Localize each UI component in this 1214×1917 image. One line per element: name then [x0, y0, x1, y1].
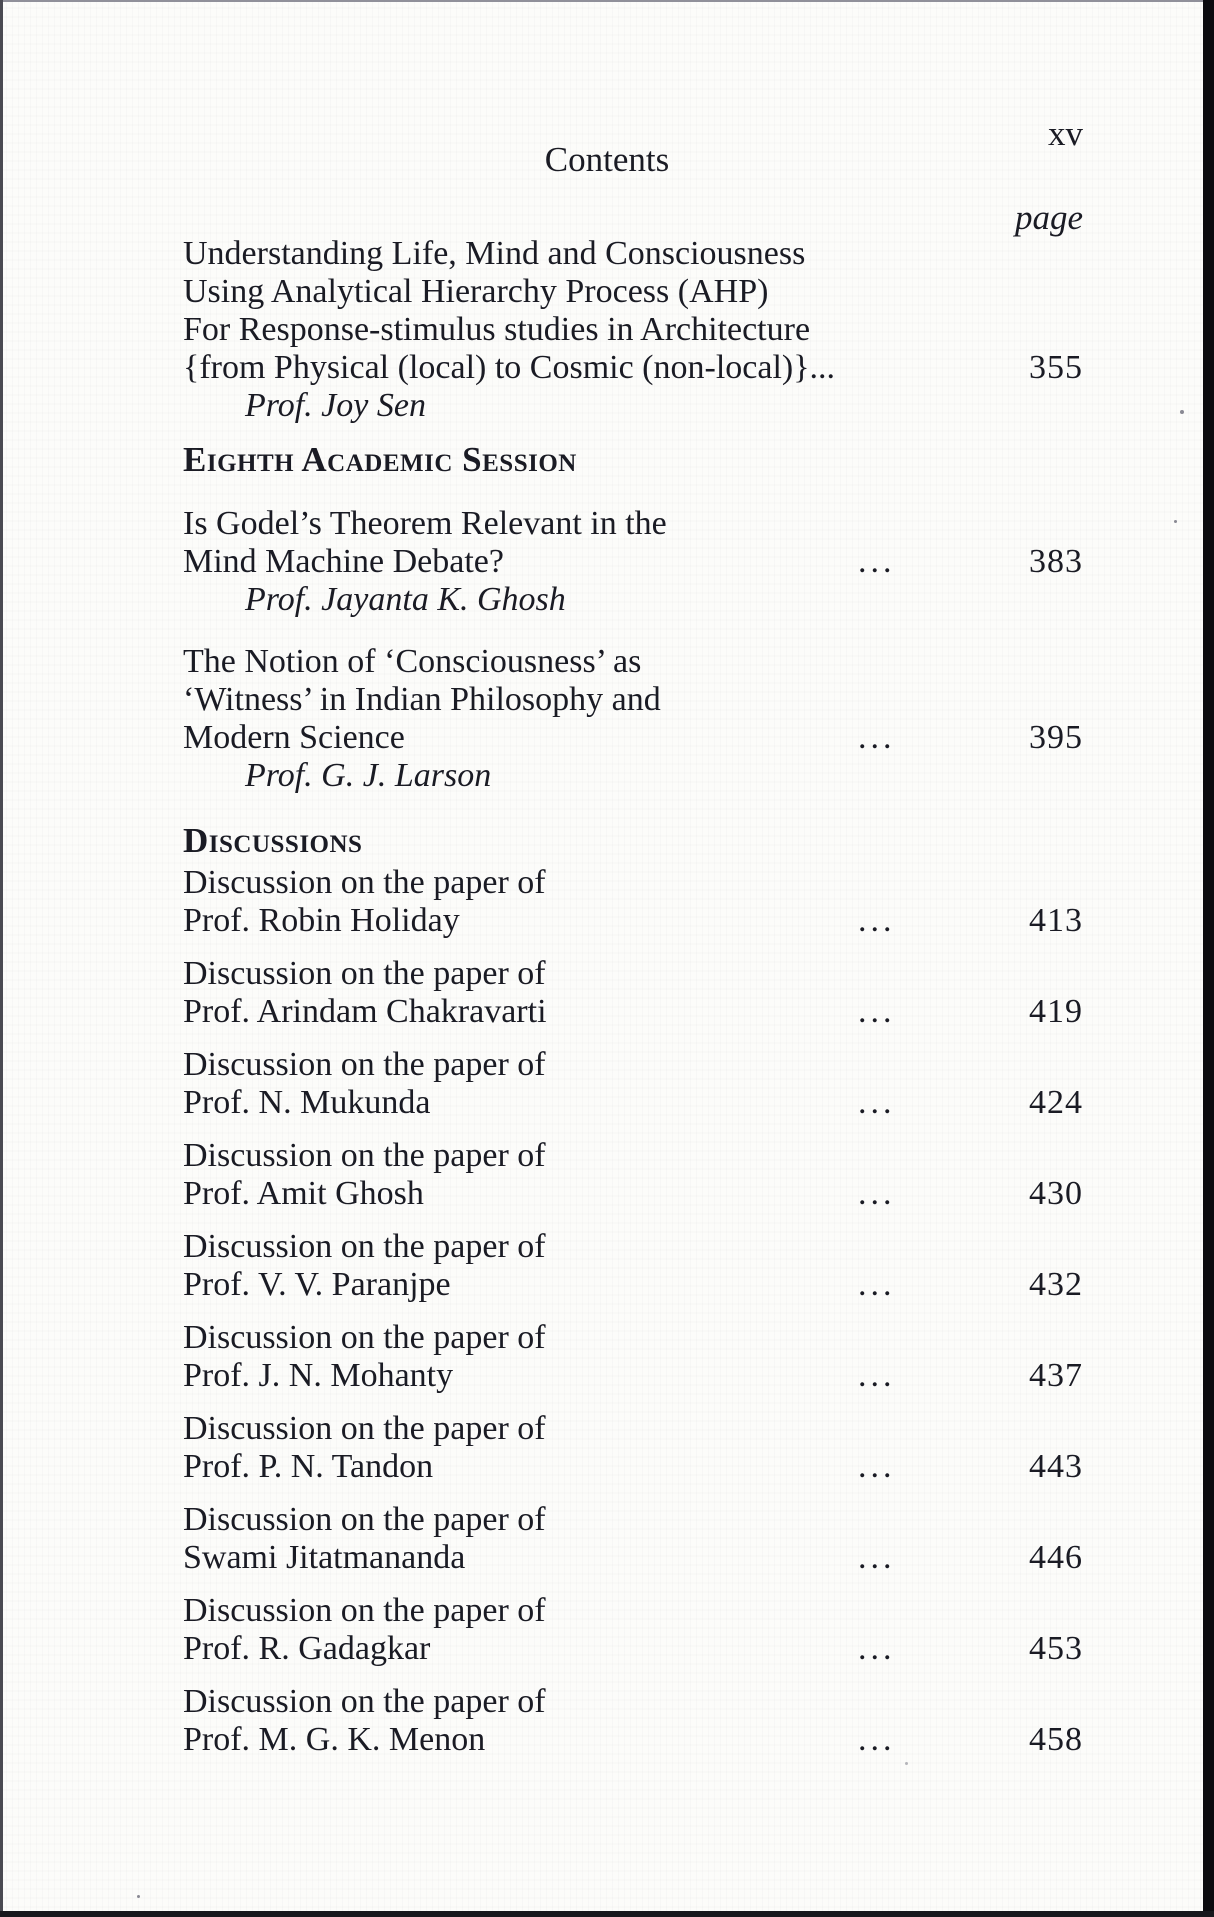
entry-page-row: [183, 993, 1083, 1031]
entry-title-line: Swami Jitatmananda: [183, 1539, 466, 1576]
page-number: 424: [1029, 1084, 1083, 1121]
entry-page-row: [183, 1357, 1083, 1395]
toc-entry: [183, 1410, 1083, 1486]
scan-border-bottom: [0, 1911, 1214, 1917]
entry-title-line: Prof. N. Mukunda: [183, 1084, 431, 1121]
dot-leader: ...: [858, 1539, 896, 1576]
dot-leader: ...: [858, 719, 896, 756]
entry-title-line: Prof. V. V. Paranjpe: [183, 1266, 451, 1303]
dot-leader: ...: [858, 1266, 896, 1303]
table-of-contents: [183, 235, 1083, 1759]
toc-entry: [183, 1319, 1083, 1395]
entry-title-line: Discussion on the paper of: [183, 1501, 546, 1538]
entry-page-row: [183, 902, 1083, 940]
page-number: 383: [1029, 543, 1083, 580]
entry-page-row: [183, 1175, 1083, 1213]
page-number: 443: [1029, 1448, 1083, 1485]
dot-leader: ...: [858, 993, 896, 1030]
page-number: 419: [1029, 993, 1083, 1030]
entry-title-line: Discussion on the paper of: [183, 1410, 546, 1447]
dot-leader: ...: [858, 1721, 896, 1758]
dot-leader: ...: [858, 543, 896, 580]
entry-title-line: Discussion on the paper of: [183, 1137, 546, 1174]
entry-page-row: [183, 543, 1083, 581]
toc-entry: [183, 1137, 1083, 1213]
page-number: 413: [1029, 902, 1083, 939]
dot-leader: ...: [858, 1084, 896, 1121]
entry-author: Prof. Jayanta K. Ghosh: [245, 581, 566, 618]
entry-title-line: Discussion on the paper of: [183, 864, 546, 901]
scan-border-right: [1203, 0, 1214, 1917]
entry-title-line: Using Analytical Hierarchy Process (AHP): [183, 273, 769, 310]
entry-title-line: Prof. Robin Holiday: [183, 902, 460, 939]
entry-title-line: The Notion of ‘Consciousness’ as: [183, 643, 642, 680]
page-title: Contents: [544, 140, 670, 179]
dot-leader: ...: [858, 1357, 896, 1394]
scan-speck: [905, 1762, 908, 1765]
page-number: 437: [1029, 1357, 1083, 1394]
toc-entry: [183, 1683, 1083, 1759]
dot-leader: ...: [858, 1630, 896, 1667]
dot-leader: ...: [858, 1175, 896, 1212]
entry-title-line: Prof. Amit Ghosh: [183, 1175, 424, 1212]
dot-leader: ...: [858, 902, 896, 939]
entry-page-row: [183, 1448, 1083, 1486]
entry-page-row: [183, 1266, 1083, 1304]
entry-title-line: Discussion on the paper of: [183, 1683, 546, 1720]
entry-title-line: Prof. J. N. Mohanty: [183, 1357, 454, 1394]
entry-page-row: [183, 1630, 1083, 1668]
page-number: 432: [1029, 1266, 1083, 1303]
entry-page-row: [183, 1084, 1083, 1122]
scan-speck: [137, 1895, 140, 1898]
page-number: 453: [1029, 1630, 1083, 1667]
scan-speck: [1174, 520, 1177, 523]
entry-title-line: Mind Machine Debate?: [183, 543, 504, 580]
entry-title-line: Is Godel’s Theorem Relevant in the: [183, 505, 667, 542]
entry-page-row: [183, 349, 1083, 387]
toc-entry: [183, 1592, 1083, 1668]
page-number: 355: [1029, 349, 1083, 386]
entry-title-line: Prof. Arindam Chakravarti: [183, 993, 547, 1030]
toc-entry: [183, 505, 1083, 619]
toc-entry: [183, 1046, 1083, 1122]
entry-page-row: [183, 719, 1083, 757]
entry-page-row: [183, 1721, 1083, 1759]
entry-title-line: Discussion on the paper of: [183, 1592, 546, 1629]
toc-entry: [183, 1228, 1083, 1304]
entry-title-line: Discussion on the paper of: [183, 1046, 546, 1083]
entry-author: Prof. G. J. Larson: [245, 757, 492, 794]
toc-list: [183, 235, 1083, 1759]
scan-speck: [1180, 410, 1184, 414]
page-number: 430: [1029, 1175, 1083, 1212]
section-heading: Eighth Academic Session: [183, 440, 577, 479]
entry-title-line: Discussion on the paper of: [183, 1228, 546, 1265]
entry-title-line: Modern Science: [183, 719, 405, 756]
toc-entry: [183, 864, 1083, 940]
entry-title-line: Discussion on the paper of: [183, 955, 546, 992]
dot-leader: ...: [858, 1448, 896, 1485]
entry-title-line: ‘Witness’ in Indian Philosophy and: [183, 681, 661, 718]
entry-title-line: Prof. R. Gadagkar: [183, 1630, 431, 1667]
scan-border-left: [0, 0, 3, 1917]
page-number: 458: [1029, 1721, 1083, 1758]
toc-entry: [183, 955, 1083, 1031]
section-heading: Discussions: [183, 821, 363, 860]
entry-title-line: Understanding Life, Mind and Consciousness: [183, 235, 806, 272]
toc-entry: [183, 643, 1083, 795]
toc-entry: [183, 1501, 1083, 1577]
entry-title-line: {from Physical (local) to Cosmic (non-local)}...: [183, 349, 836, 386]
page-number: 446: [1029, 1539, 1083, 1576]
entry-title-line: Prof. M. G. K. Menon: [183, 1721, 486, 1758]
entry-title-line: Prof. P. N. Tandon: [183, 1448, 434, 1485]
entry-title-line: Discussion on the paper of: [183, 1319, 546, 1356]
page-number: 395: [1029, 719, 1083, 756]
entry-page-row: [183, 1539, 1083, 1577]
entry-author: Prof. Joy Sen: [245, 387, 426, 424]
folio-number: xv: [1048, 114, 1083, 153]
page-column-label: page: [1014, 198, 1083, 237]
scan-border-top: [0, 0, 1214, 2]
entry-title-line: For Response-stimulus studies in Architecture: [183, 311, 811, 348]
toc-entry: [183, 235, 1083, 425]
